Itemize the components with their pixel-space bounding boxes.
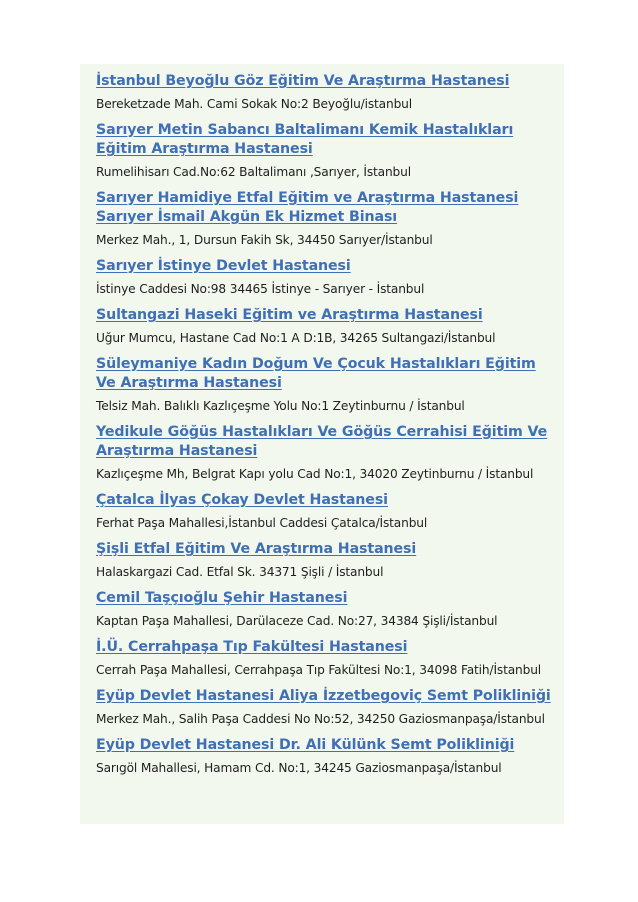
list-item	[96, 423, 558, 482]
list-item	[96, 355, 558, 414]
hospital-name-link[interactable]: Süleymaniye Kadın Doğum Ve Çocuk Hastalıkları Eğitim Ve Araştırma Hastanesi	[96, 356, 536, 391]
list-item	[96, 589, 558, 629]
hospital-name-link[interactable]: Cemil Taşçıoğlu Şehir Hastanesi	[96, 590, 348, 606]
hospital-address: Cerrah Paşa Mahallesi, Cerrahpaşa Tıp Fakültesi No:1, 34098 Fatih/İstanbul	[96, 663, 541, 677]
hospital-address: Merkez Mah., 1, Dursun Fakih Sk, 34450 Sarıyer/İstanbul	[96, 233, 433, 247]
hospital-address: Kaptan Paşa Mahallesi, Darülaceze Cad. No:27, 34384 Şişli/İstanbul	[96, 614, 498, 628]
hospital-address: İstinye Caddesi No:98 34465 İstinye - Sarıyer - İstanbul	[96, 282, 425, 296]
hospital-address: Ferhat Paşa Mahallesi,İstanbul Caddesi Çatalca/İstanbul	[96, 516, 428, 530]
hospital-address: Kazlıçeşme Mh, Belgrat Kapı yolu Cad No:1, 34020 Zeytinburnu / İstanbul	[96, 467, 534, 481]
list-item	[96, 306, 558, 346]
list-item	[96, 491, 558, 531]
hospital-address: Telsiz Mah. Balıklı Kazlıçeşme Yolu No:1 Zeytinburnu / İstanbul	[96, 399, 465, 413]
hospital-name-link[interactable]: İstanbul Beyoğlu Göz Eğitim Ve Araştırma Hastanesi	[96, 73, 510, 89]
hospital-name-link[interactable]: İ.Ü. Cerrahpaşa Tıp Fakültesi Hastanesi	[96, 639, 408, 655]
hospital-address: Rumelihisarı Cad.No:62 Baltalimanı ,Sarıyer, İstanbul	[96, 165, 411, 179]
hospital-name-link[interactable]: Sultangazi Haseki Eğitim ve Araştırma Hastanesi	[96, 307, 483, 323]
list-item	[96, 257, 558, 297]
hospital-name-link[interactable]: Şişli Etfal Eğitim Ve Araştırma Hastanesi	[96, 541, 417, 557]
hospital-name-link[interactable]: Yedikule Göğüs Hastalıkları Ve Göğüs Cerrahisi Eğitim Ve Araştırma Hastanesi	[96, 424, 548, 459]
hospital-name-link[interactable]: Eyüp Devlet Hastanesi Dr. Ali Külünk Semt Polikliniği	[96, 737, 515, 753]
hospital-name-link[interactable]: Sarıyer Metin Sabancı Baltalimanı Kemik Hastalıkları Eğitim Araştırma Hastanesi	[96, 122, 514, 157]
hospital-name-link[interactable]: Sarıyer İstinye Devlet Hastanesi	[96, 258, 351, 274]
hospital-address: Sarıgöl Mahallesi, Hamam Cd. No:1, 34245 Gaziosmanpaşa/İstanbul	[96, 761, 502, 775]
hospital-list	[96, 72, 558, 785]
list-item	[96, 540, 558, 580]
list-item	[96, 736, 558, 776]
hospital-address: Bereketzade Mah. Cami Sokak No:2 Beyoğlu/istanbul	[96, 97, 412, 111]
list-item	[96, 687, 558, 727]
list-item	[96, 121, 558, 180]
list-item	[96, 189, 558, 248]
hospital-name-link[interactable]: Eyüp Devlet Hastanesi Aliya İzzetbegoviç Semt Polikliniği	[96, 688, 551, 704]
hospital-address: Merkez Mah., Salih Paşa Caddesi No No:52, 34250 Gaziosmanpaşa/İstanbul	[96, 712, 545, 726]
hospital-name-link[interactable]: Çatalca İlyas Çokay Devlet Hastanesi	[96, 492, 388, 508]
list-item	[96, 638, 558, 678]
hospital-address: Uğur Mumcu, Hastane Cad No:1 A D:1B, 34265 Sultangazi/İstanbul	[96, 331, 496, 345]
hospital-name-link[interactable]: Sarıyer Hamidiye Etfal Eğitim ve Araştırma Hastanesi Sarıyer İsmail Akgün Ek Hizmet Binası	[96, 190, 519, 225]
hospital-address: Halaskargazi Cad. Etfal Sk. 34371 Şişli / İstanbul	[96, 565, 384, 579]
list-item	[96, 72, 558, 112]
